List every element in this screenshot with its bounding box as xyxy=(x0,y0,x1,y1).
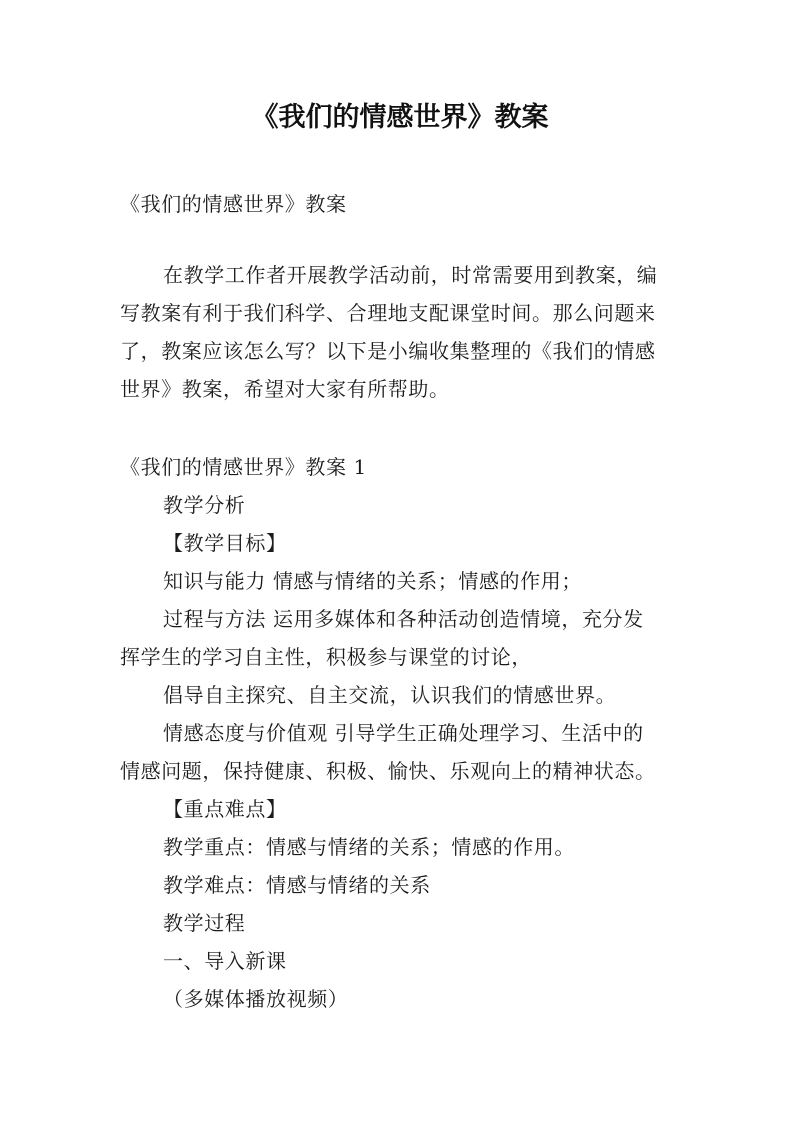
section-heading: 《我们的情感世界》教案 1 xyxy=(120,455,367,479)
section-line-teaching-process: 教学过程 xyxy=(163,911,246,935)
intro-line-1: 在教学工作者开展教学活动前，时常需要用到教案，编 xyxy=(163,263,658,287)
section-line-key-points: 【重点难点】 xyxy=(163,797,287,821)
document-subtitle: 《我们的情感世界》教案 xyxy=(120,192,347,216)
section-line-difficulty: 教学难点：情感与情绪的关系 xyxy=(163,873,431,897)
section-line-multimedia: （多媒体播放视频） xyxy=(163,987,349,1011)
section-line-knowledge: 知识与能力 情感与情绪的关系；情感的作用； xyxy=(163,569,582,593)
section-line-teaching-goals: 【教学目标】 xyxy=(163,531,287,555)
section-line-attitude: 情感态度与价值观 引导学生正确处理学习、生活中的 xyxy=(163,721,644,745)
section-line-focus: 教学重点：情感与情绪的关系；情感的作用。 xyxy=(163,835,575,859)
intro-line-3: 了，教案应该怎么写？以下是小编收集整理的《我们的情感 xyxy=(120,339,656,363)
section-line-attitude-cont: 情感问题，保持健康、积极、愉快、乐观向上的精神状态。 xyxy=(120,759,656,783)
intro-line-2: 写教案有利于我们科学、合理地支配课堂时间。那么问题来 xyxy=(120,301,656,325)
section-line-process-cont: 挥学生的学习自主性，积极参与课堂的讨论， xyxy=(120,645,532,669)
document-title: 《我们的情感世界》教案 xyxy=(251,102,549,133)
section-line-explore: 倡导自主探究、自主交流，认识我们的情感世界。 xyxy=(163,683,617,707)
section-line-process: 过程与方法 运用多媒体和各种活动创造情境，充分发 xyxy=(163,607,644,631)
section-line-intro-new-lesson: 一、导入新课 xyxy=(163,949,287,973)
section-line-teaching-analysis: 教学分析 xyxy=(163,493,246,517)
intro-line-4: 世界》教案，希望对大家有所帮助。 xyxy=(120,377,450,401)
